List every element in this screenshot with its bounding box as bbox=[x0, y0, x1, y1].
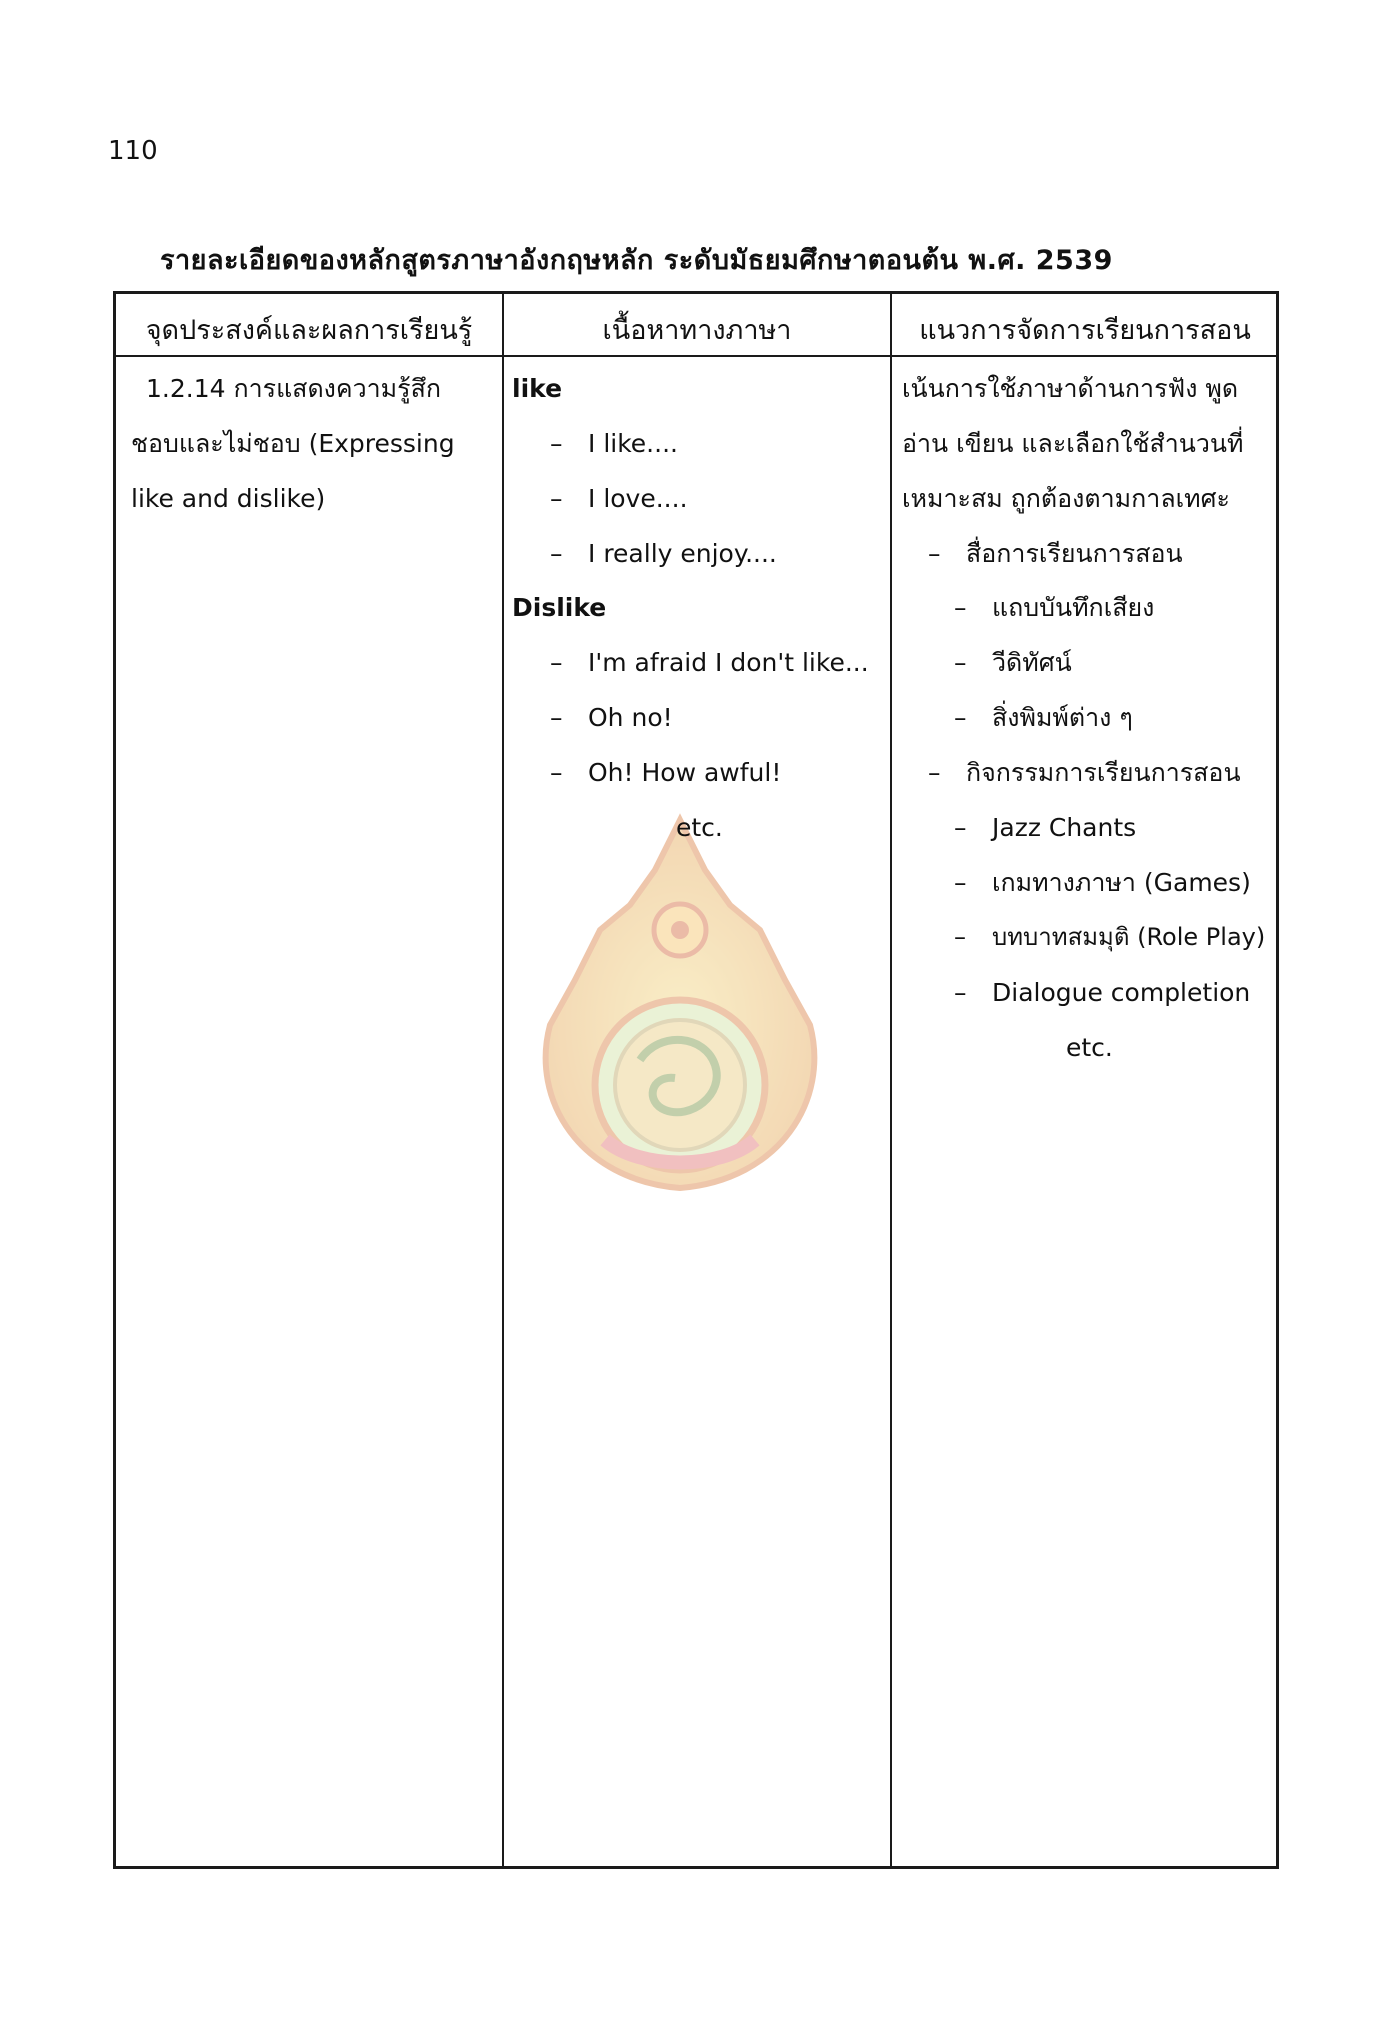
objective-line: ชอบและไม่ชอบ (Expressing bbox=[131, 429, 455, 458]
media-item: – แถบบันทึกเสียง bbox=[954, 593, 1155, 622]
activity-item: – เกมทางภาษา (Games) bbox=[954, 868, 1251, 897]
activity-item: – บทบาทสมมุติ (Role Play) bbox=[954, 923, 1266, 951]
page-number: 110 bbox=[108, 136, 158, 166]
column-divider bbox=[502, 294, 504, 1866]
content-etc: etc. bbox=[676, 813, 723, 842]
dislike-heading: Dislike bbox=[512, 593, 607, 622]
curriculum-table bbox=[113, 291, 1279, 1869]
activity-item: – Dialogue completion bbox=[954, 978, 1251, 1007]
column-divider bbox=[890, 294, 892, 1866]
media-item: – วีดิทัศน์ bbox=[954, 648, 1072, 677]
activity-item: – Jazz Chants bbox=[954, 813, 1137, 842]
objective-line: like and dislike) bbox=[131, 484, 326, 513]
dislike-item: – Oh no! bbox=[550, 703, 673, 732]
column-header-objectives: จุดประสงค์และผลการเรียนรู้ bbox=[145, 315, 473, 346]
approach-etc: etc. bbox=[1066, 1033, 1113, 1062]
dislike-item: – I'm afraid I don't like... bbox=[550, 648, 869, 677]
approach-intro-line: เหมาะสม ถูกต้องตามกาลเทศะ bbox=[902, 484, 1230, 513]
approach-intro-line: อ่าน เขียน และเลือกใช้สำนวนที่ bbox=[902, 429, 1244, 458]
column-header-language-content: เนื้อหาทางภาษา bbox=[602, 315, 792, 346]
document-title: รายละเอียดของหลักสูตรภาษาอังกฤษหลัก ระดับมัธยมศึกษาตอนต้น พ.ศ. 2539 bbox=[160, 245, 1113, 276]
like-item: – I love.... bbox=[550, 484, 688, 513]
activities-heading: – กิจกรรมการเรียนการสอน bbox=[928, 758, 1241, 787]
column-header-teaching-approach: แนวการจัดการเรียนการสอน bbox=[919, 315, 1251, 346]
media-heading: – สื่อการเรียนการสอน bbox=[928, 539, 1183, 568]
approach-intro-line: เน้นการใช้ภาษาด้านการฟัง พูด bbox=[902, 374, 1239, 403]
dislike-item: – Oh! How awful! bbox=[550, 758, 782, 787]
media-item: – สิ่งพิมพ์ต่าง ๆ bbox=[954, 703, 1133, 732]
header-divider bbox=[116, 355, 1276, 357]
like-heading: like bbox=[512, 374, 563, 403]
objective-line: 1.2.14 การแสดงความรู้สึก bbox=[146, 374, 441, 403]
like-item: – I really enjoy.... bbox=[550, 539, 777, 568]
like-item: – I like.... bbox=[550, 429, 678, 458]
